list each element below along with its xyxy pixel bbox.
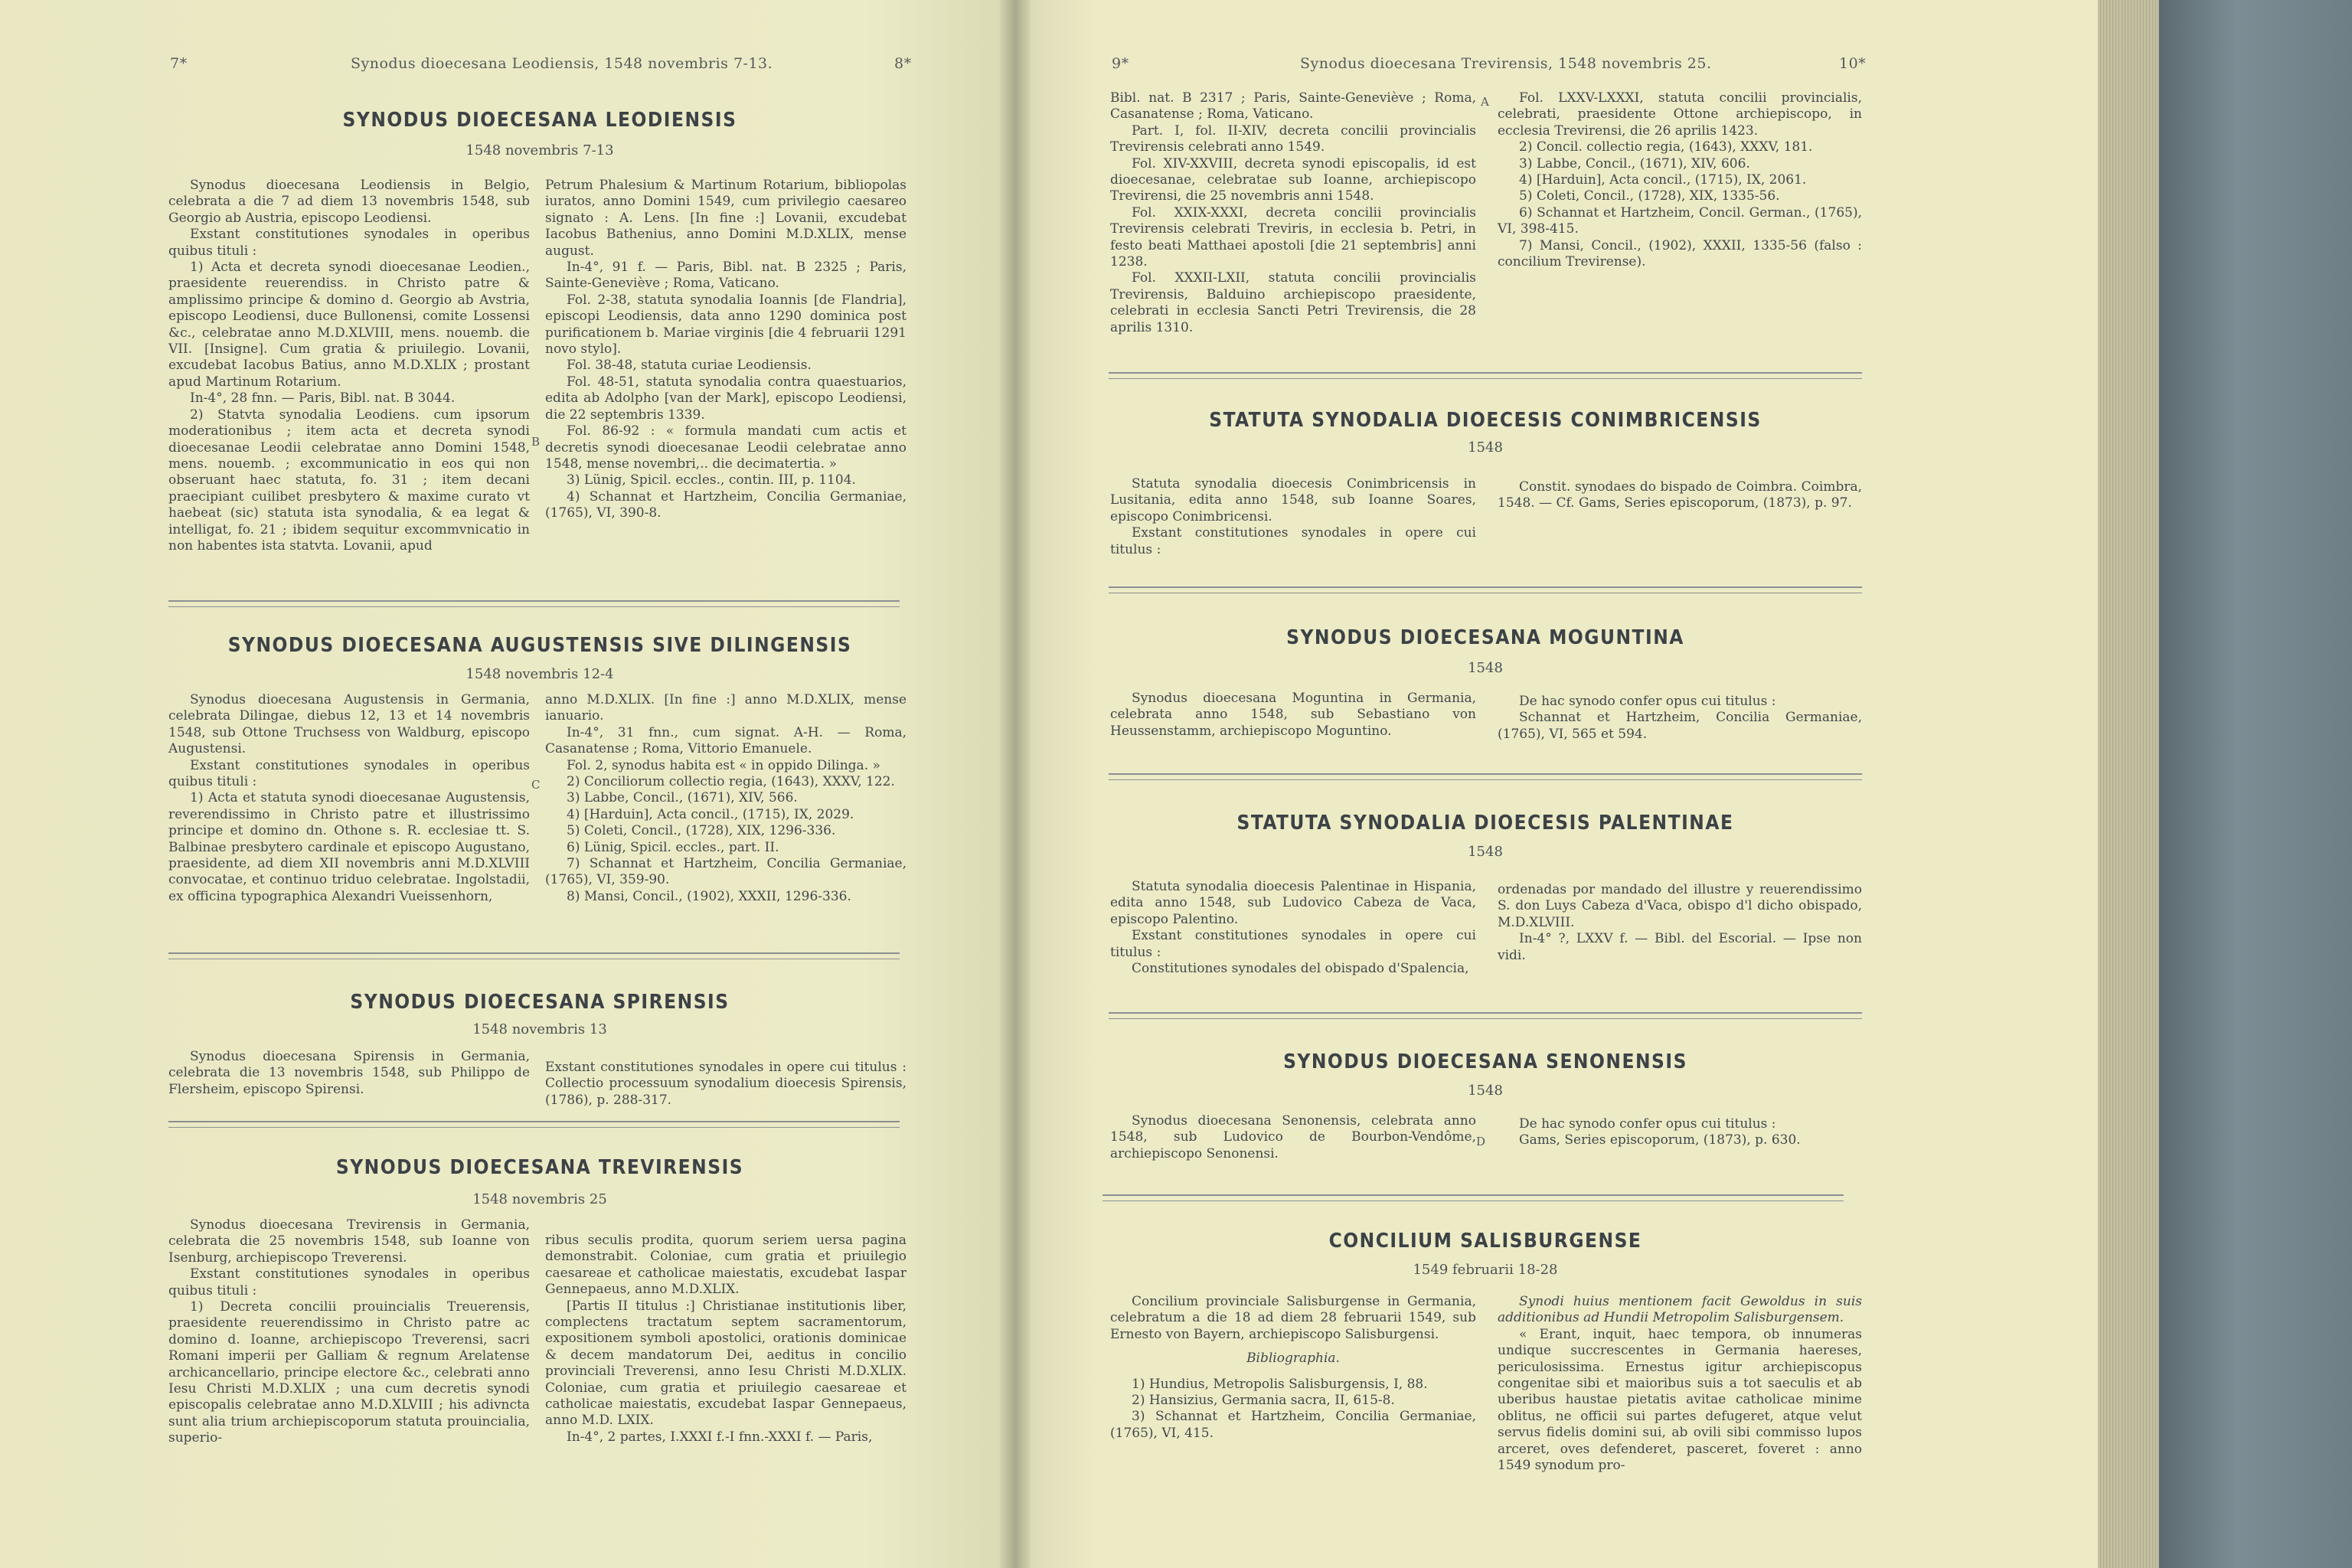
paragraph: Synodi huius mentionem facit Gewoldus in suis additionibus ad Hundii Metropolim Salisburgensem. (1498, 1294, 1862, 1326)
paragraph: De hac synodo confer opus cui titulus : (1519, 694, 1776, 709)
paragraph: Fol. 2, synodus habita est « in oppido Dilinga. » (567, 757, 880, 773)
paragraph: 5) Coleti, Concil., (1728), XIX, 1296-336. (567, 823, 836, 839)
paragraph: Fol. LXXV-LXXXI, statuta concilii provincialis, celebrati, praesidente Ottone archiepiscopo, in ecclesia Trevirensi, die 26 aprilis 1423. (1498, 90, 1862, 139)
text-column (168, 1217, 530, 1447)
text-column (1498, 694, 1862, 743)
paragraph: 6) Schannat et Hartzheim, Concil. German., (1765), VI, 398-415. (1498, 204, 1862, 237)
text-column (545, 1060, 906, 1109)
paragraph: Part. I, fol. II-XIV, decreta concilii provincialis Trevirensis celebrati anno 1549. (1110, 122, 1476, 155)
paragraph: In-4° ?, LXXV f. — Bibl. del Escorial. — Ipse non vidi. (1498, 931, 1862, 963)
paragraph: Synodus dioecesana Trevirensis in Germania, celebrata die 25 novembris 1548, sub Ioanne von Isenburg, archiepiscopo Treverensi. (168, 1217, 530, 1266)
paragraph: 2) Hansizius, Germania sacra, II, 615-8. (1132, 1393, 1395, 1409)
paragraph: Exstant constitutiones synodales in opere cui titulus : (1110, 525, 1476, 557)
margin-letter: B (531, 435, 541, 449)
page-number-right: 8* (894, 55, 912, 72)
section-title: SYNODUS DIOECESANA SPIRENSIS (350, 991, 730, 1014)
paragraph: Schannat et Hartzheim, Concilia Germaniae, (1765), VI, 565 et 594. (1498, 710, 1862, 742)
section-title: STATUTA SYNODALIA DIOECESIS CONIMBRICENSIS (1209, 409, 1762, 432)
paragraph: ribus seculis prodita, quorum seriem uersa pagina demonstrabit. Coloniae, cum gratia et priuilegio caesareae et catholicae maiestatis, excudebat Iaspar Gennepaeus, anno M.D.XLIX. (545, 1233, 906, 1298)
text-column (1110, 476, 1476, 558)
section-date: 1548 novembris 7-13 (466, 142, 614, 158)
text-column (1110, 879, 1476, 977)
paragraph: In-4°, 91 f. — Paris, Bibl. nat. B 2325 ; Paris, Sainte-Geneviève ; Roma, Vaticano. (545, 260, 906, 292)
text-column (545, 1233, 906, 1446)
section-date: 1548 novembris 13 (472, 1021, 607, 1037)
section-date: 1548 novembris 25 (472, 1191, 607, 1207)
paragraph: Concilium provinciale Salisburgense in Germania, celebratum a die 18 ad diem 28 februarii 1549, sub Ernesto von Bayern, archiepiscopo Salisburgensi. (1110, 1294, 1476, 1342)
paragraph: 5) Coleti, Concil., (1728), XIX, 1335-56. (1519, 188, 1780, 204)
paragraph: 7) Mansi, Concil., (1902), XXXII, 1335-56 (falso : concilium Trevirense). (1498, 237, 1862, 270)
paragraph: ordenadas por mandado del illustre y reuerendissimo S. don Luys Cabeza d'Vaca, obispo d'l dicho obispado, M.D.XLVIII. (1498, 882, 1862, 930)
paragraph: Constit. synodaes do bispado de Coimbra. Coimbra, 1548. — Cf. Gams, Series episcoporum, (1873), p. 97. (1498, 479, 1862, 511)
paragraph: 1) Decreta concilii prouincialis Treuerensis, praesidente reuerendissimo in Christo patre ac domino d. Ioanne, archiepiscopo Treverensi, sacri Romani imperii per Galliam & regnum Arelatense archicancellario, principe electore &c., celebrati anno Iesu Christi M.D.XLIX ; una cum decretis synodi episcopalis celebratae anno M.D.XLVIII ; his adivncta sunt alia trium archiepiscoporum statuta prouincialia, superio- (168, 1299, 530, 1446)
paragraph: anno M.D.XLIX. [In fine :] anno M.D.XLIX, mense ianuario. (545, 692, 906, 724)
paragraph: Petrum Phalesium & Martinum Rotarium, bibliopolas iuratos, anno Domini 1549, cum privilegio caesareo signato : A. Lens. [In fine :] Lovanii, excudebat Iacobus Bathenius, anno Domini M.D.XLIX, mense august. (545, 178, 906, 259)
paragraph: Constitutiones synodales del obispado d'Spalencia, (1132, 961, 1469, 977)
paragraph: Gams, Series episcoporum, (1873), p. 630. (1519, 1132, 1801, 1148)
section-rule (1109, 1012, 1862, 1019)
section-rule (1109, 586, 1862, 593)
paragraph: Fol. 86-92 : « formula mandati cum actis et decretis synodi dioecesanae Leodii celebratae anno 1548, mense novembri,.. die decimatertia. » (545, 423, 906, 472)
paragraph: Fol. XIV-XXVIII, decreta synodi episcopalis, id est dioecesanae, celebratae sub Ioanne, archiepiscopo Trevirensi, die 25 novembris anni 1548. (1110, 155, 1476, 204)
paragraph: 6) Lünig, Spicil. eccles., part. II. (567, 839, 779, 855)
section-rule (1102, 1194, 1844, 1201)
page-number-left: 9* (1112, 55, 1129, 72)
page-edges (2098, 0, 2159, 1568)
paragraph: 3) Lünig, Spicil. eccles., contin. III, p. 1104. (567, 472, 856, 488)
paragraph: 1) Hundius, Metropolis Salisburgensis, I, 88. (1132, 1376, 1428, 1392)
paragraph: Synodus dioecesana Moguntina in Germania, celebrata anno 1548, sub Sebastiano von Heussenstamm, archiepiscopo Moguntino. (1110, 691, 1476, 739)
paragraph: 4) Schannat et Hartzheim, Concilia Germaniae, (1765), VI, 390-8. (545, 488, 906, 521)
paragraph: Fol. 2-38, statuta synodalia Ioannis [de Flandria], episcopi Leodiensis, data anno 1290 dominica post purificationem b. Mariae virginis [die 4 februarii 1291 novo stylo]. (545, 292, 906, 358)
text-column (1498, 1294, 1862, 1474)
section-title: SYNODUS DIOECESANA MOGUNTINA (1286, 626, 1684, 649)
paragraph: 4) [Harduin], Acta concil., (1715), IX, 2029. (567, 806, 854, 822)
text-column (1498, 90, 1862, 270)
section-rule (168, 1121, 900, 1128)
running-title-left: Synodus dioecesana Leodiensis, 1548 novembris 7-13. (351, 55, 773, 72)
paragraph: Statuta synodalia dioecesis Conimbricensis in Lusitania, edita anno 1548, sub Ioanne Soares, episcopo Conimbricensi. (1110, 476, 1476, 524)
paragraph: 3) Schannat et Hartzheim, Concilia Germaniae, (1765), VI, 415. (1110, 1409, 1476, 1441)
text-column (1110, 90, 1476, 336)
paragraph: Fol. XXXII-LXII, statuta concilii provincialis Trevirensis, Balduino archiepiscopo praesidente, celebrati in ecclesia Sancti Petri Trevirensis, die 28 aprilis 1310. (1110, 270, 1476, 335)
section-title: SYNODUS DIOECESANA SENONENSIS (1283, 1050, 1687, 1073)
paragraph: Exstant constitutiones synodales in opere cui titulus : Collectio processuum synodalium dioecesis Spirensis, (1786), p. 288-317. (545, 1060, 906, 1108)
paragraph: Fol. XXIX-XXXI, decreta concilii provincialis Trevirensis celebrati Treviris, in ecclesia b. Petri, in festo beati Matthaei apostoli [die 21 septembris] anni 1238. (1110, 204, 1476, 270)
paragraph: 4) [Harduin], Acta concil., (1715), IX, 2061. (1519, 172, 1807, 188)
text-column (168, 692, 530, 905)
section-rule (168, 952, 900, 959)
section-title: STATUTA SYNODALIA DIOECESIS PALENTINAE (1236, 812, 1734, 835)
page-number-left: 7* (170, 55, 188, 72)
book-cover (2159, 0, 2352, 1568)
section-date: 1548 novembris 12-4 (466, 666, 614, 682)
text-column (1110, 1113, 1476, 1162)
paragraph: In-4°, 2 partes, I.XXXI f.-I fnn.-XXXI f. — Paris, (567, 1429, 873, 1445)
section-title: SYNODUS DIOECESANA LEODIENSIS (342, 109, 737, 132)
text-column (1110, 691, 1476, 740)
margin-letter: C (531, 778, 541, 792)
paragraph: 2) Statvta synodalia Leodiens. cum ipsorum moderationibus ; item acta et decreta synodi dioecesanae Leodii celebratae anno Domini 1548, mens. nouemb. ; excommunicatio in eos qui non obseruant haec statuta, fo. 31 ; item decani praecipiant cuilibet presbytero & maxime curato vt haebeat (sic) statuta ista synodalia, & ea legat & intelligat, fo. 21 ; ibidem sequitur excommvnicatio in non habentes ista statvta. Lovanii, apud (168, 407, 530, 554)
paragraph: Synodus dioecesana Senonensis, celebrata anno 1548, sub Ludovico de Bourbon-Vendôme, archiepiscopo Senonensi. (1110, 1113, 1476, 1161)
section-date: 1548 (1468, 660, 1503, 676)
text-column (168, 178, 530, 554)
margin-letter: A (1481, 95, 1489, 109)
paragraph: Statuta synodalia dioecesis Palentinae in Hispania, edita anno 1548, sub Ludovico Cabeza de Vaca, episcopo Palentino. (1110, 879, 1476, 927)
paragraph: Fol. 48-51, statuta synodalia contra quaestuarios, edita ab Adolpho [van der Mark], episcopo Leodiensi, die 22 septembris 1339. (545, 374, 906, 423)
section-date: 1548 (1468, 1083, 1503, 1099)
paragraph: Exstant constitutiones synodales in operibus quibus tituli : (168, 1266, 530, 1298)
paragraph: In-4°, 28 fnn. — Paris, Bibl. nat. B 3044. (190, 390, 456, 407)
text-column (1498, 479, 1862, 512)
text-column (545, 692, 906, 905)
paragraph: Synodus dioecesana Leodiensis in Belgio, celebrata a die 7 ad diem 13 novembris 1548, sub Georgio ab Austria, episcopo Leodiensi. (168, 178, 530, 226)
bibliographia-heading: Bibliographia. (1246, 1351, 1340, 1367)
paragraph: 3) Labbe, Concil., (1671), XIV, 566. (567, 790, 798, 806)
text-column (1498, 1116, 1862, 1149)
paragraph: Exstant constitutiones synodales in operibus quibus tituli : (168, 757, 530, 790)
section-title: CONCILIUM SALISBURGENSE (1328, 1230, 1642, 1253)
paragraph: Synodus dioecesana Spirensis in Germania, celebrata die 13 novembris 1548, sub Philippo de Flersheim, episcopo Spirensi. (168, 1049, 530, 1097)
running-title-right: Synodus dioecesana Trevirensis, 1548 novembris 25. (1300, 55, 1712, 72)
section-rule (168, 600, 900, 607)
text-column (1110, 1294, 1476, 1442)
section-date: 1548 (1468, 439, 1503, 456)
section-title: SYNODUS DIOECESANA AUGUSTENSIS SIVE DILINGENSIS (227, 634, 852, 657)
paragraph: Bibl. nat. B 2317 ; Paris, Sainte-Geneviève ; Roma, Casanatense ; Roma, Vaticano. (1110, 90, 1476, 122)
paragraph: 3) Labbe, Concil., (1671), XIV, 606. (1519, 155, 1750, 172)
margin-letter: D (1476, 1135, 1486, 1148)
paragraph: Exstant constitutiones synodales in operibus quibus tituli : (168, 227, 530, 259)
paragraph: 1) Acta et statuta synodi dioecesanae Augustensis, reverendissimo in Christo patre et illustrissimo principe et domino dn. Othone s. R. ecclesiae tt. S. Balbinae presbytero cardinale et episcopo Augustano, praesidente, ad diem XII novembris anni M.D.XLVIII convocatae, et continuo triduo celebratae. Ingolstadii, ex officina typographica Alexandri Vueissenhorn, (168, 790, 530, 904)
page-number-right: 10* (1839, 55, 1867, 72)
section-title: SYNODUS DIOECESANA TREVIRENSIS (335, 1156, 744, 1179)
paragraph: Exstant constitutiones synodales in opere cui titulus : (1110, 928, 1476, 960)
paragraph: 1) Acta et decreta synodi dioecesanae Leodien., praesidente reuerendiss. in Christo patre & amplissimo principe & domino d. Georgio ab Avstria, episcopo Leodiensi, duce Bullonensi, comite Lossensi &c., celebratae anno M.D.XLVIII, mens. nouemb. die VII. [Insigne]. Cum gratia & priuilegio. Lovanii, excudebat Iacobus Batius, anno M.D.XLIX ; prostant apud Martinum Rotarium. (168, 260, 530, 390)
paragraph: In-4°, 31 fnn., cum signat. A-H. — Roma, Casanatense ; Roma, Vittorio Emanuele. (545, 724, 906, 757)
paragraph: « Erant, inquit, haec tempora, ob innumeras undique succrescentes in Germania haereses, periculosissima. Ernestus igitur archiepiscopus congenitae sibi et maioribus suis a tot saeculis et ab uberibus haustae pietatis avitae catholicae minime oblitus, ne officii sui partes defugeret, atque velut servus fidelis domini sui, ab ovili sibi commisso lupos arceret, oves defenderet, pasceret, foveret : anno 1549 synodum pro- (1498, 1326, 1862, 1474)
paragraph: Fol. 38-48, statuta curiae Leodiensis. (567, 358, 812, 374)
paragraph: 2) Conciliorum collectio regia, (1643), XXXV, 122. (567, 774, 895, 790)
text-column (1498, 882, 1862, 964)
paragraph: 7) Schannat et Hartzheim, Concilia Germaniae, (1765), VI, 359-90. (545, 856, 906, 888)
section-date: 1549 februarii 18-28 (1413, 1262, 1558, 1278)
paragraph: 8) Mansi, Concil., (1902), XXXII, 1296-336. (567, 888, 851, 904)
paragraph: 2) Concil. collectio regia, (1643), XXXV, 181. (1519, 139, 1813, 155)
text-column (168, 1049, 530, 1098)
section-date: 1548 (1468, 844, 1503, 860)
paragraph: [Partis II titulus :] Christianae institutionis liber, complectens tractatum septem sacramentorum, expositionem symboli apostolici, orationis dominicae & decem mandatorum Dei, aeditus in concilio provinciali Treverensi, anno Iesu Christi M.D.XLIX. Coloniae, cum gratia et priuilegio caesareae et catholicae maiestatis, excudebat Iaspar Gennepaeus, anno M.D. LXIX. (545, 1298, 906, 1429)
section-rule (1109, 372, 1862, 379)
paragraph: De hac synodo confer opus cui titulus : (1519, 1116, 1776, 1132)
text-column (545, 178, 906, 522)
book-gutter (1000, 0, 1031, 1568)
section-rule (1109, 773, 1862, 780)
paragraph: Synodus dioecesana Augustensis in Germania, celebrata Dilingae, diebus 12, 13 et 14 novembris 1548, sub Ottone Truchsess von Waldburg, episcopo Augustensi. (168, 692, 530, 757)
